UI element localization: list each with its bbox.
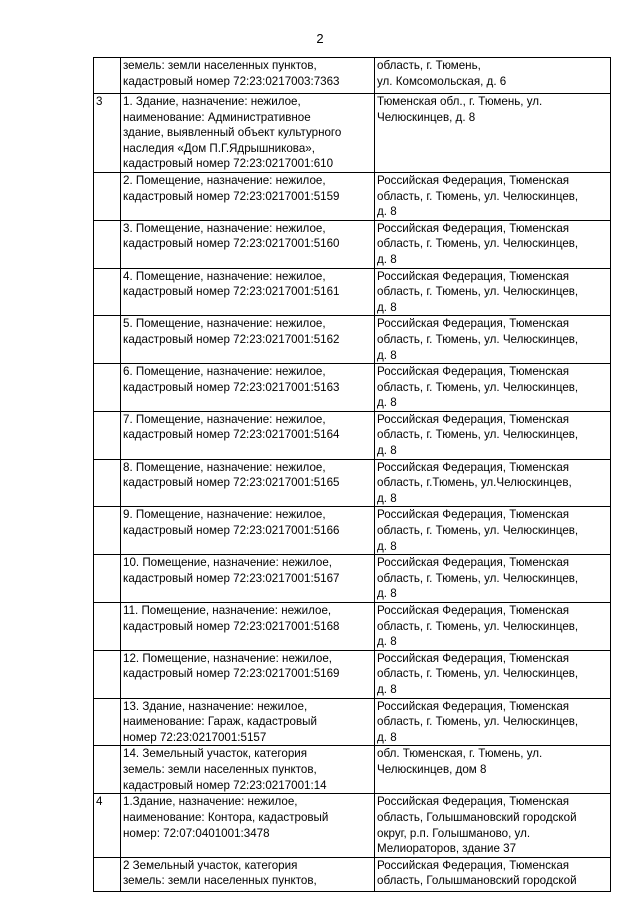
- object-description: 11. Помещение, назначение: нежилое, кадастровый номер 72:23:0217001:5168: [121, 603, 375, 651]
- table-row: [94, 94, 611, 173]
- object-description: 2 Земельный участок, категория земель: земли населенных пунктов,: [121, 857, 375, 891]
- object-description: земель: земли населенных пунктов, кадастровый номер 72:23:0217003:7363: [121, 58, 375, 94]
- object-description: 12. Помещение, назначение: нежилое, кадастровый номер 72:23:0217001:5169: [121, 650, 375, 698]
- page-number: 2: [316, 31, 324, 46]
- object-address: Российская Федерация, Тюменская область, г. Тюмень, ул. Челюскинцев, д. 8: [375, 411, 611, 459]
- row-number: [94, 364, 121, 412]
- row-number: [94, 172, 121, 220]
- table-row: [94, 698, 611, 746]
- row-number: [94, 459, 121, 507]
- object-description: 5. Помещение, назначение: нежилое, кадастровый номер 72:23:0217001:5162: [121, 316, 375, 364]
- table-row: [94, 268, 611, 316]
- table-row: [94, 58, 611, 94]
- table-row: [94, 507, 611, 555]
- row-number: [94, 411, 121, 459]
- row-number: [94, 316, 121, 364]
- row-number: [94, 507, 121, 555]
- object-address: Российская Федерация, Тюменская область, г. Тюмень, ул. Челюскинцев, д. 8: [375, 220, 611, 268]
- table-row: [94, 364, 611, 412]
- object-address: Российская Федерация, Тюменская область, г. Тюмень, ул. Челюскинцев, д. 8: [375, 316, 611, 364]
- table-row: [94, 746, 611, 794]
- object-address: Российская Федерация, Тюменская область, г. Тюмень, ул. Челюскинцев, д. 8: [375, 603, 611, 651]
- row-number: [94, 603, 121, 651]
- object-description: 8. Помещение, назначение: нежилое, кадастровый номер 72:23:0217001:5165: [121, 459, 375, 507]
- object-description: 9. Помещение, назначение: нежилое, кадастровый номер 72:23:0217001:5166: [121, 507, 375, 555]
- object-address: Российская Федерация, Тюменская область, Голышмановский городской округ, р.п. Голышманово, ул. Мелиораторов, здание 37: [375, 794, 611, 857]
- object-address: обл. Тюменская, г. Тюмень, ул. Челюскинцев, дом 8: [375, 746, 611, 794]
- object-address: Российская Федерация, Тюменская область, г. Тюмень, ул. Челюскинцев, д. 8: [375, 364, 611, 412]
- object-description: 1. Здание, назначение: нежилое, наименование: Административное здание, выявленный объект культурного наследия «Дом П.Г.Ядрышникова», кадастровый номер 72:23:0217001:610: [121, 94, 375, 173]
- row-number: [94, 698, 121, 746]
- table-row: [94, 603, 611, 651]
- table-row: [94, 650, 611, 698]
- table-row: [94, 794, 611, 857]
- object-address: Российская Федерация, Тюменская область, г. Тюмень, ул. Челюскинцев, д. 8: [375, 268, 611, 316]
- table-row: [94, 555, 611, 603]
- row-number: [94, 220, 121, 268]
- object-description: 6. Помещение, назначение: нежилое, кадастровый номер 72:23:0217001:5163: [121, 364, 375, 412]
- table-row: [94, 857, 611, 891]
- object-description: 13. Здание, назначение: нежилое, наименование: Гараж, кадастровый номер 72:23:0217001:5157: [121, 698, 375, 746]
- object-address: Российская Федерация, Тюменская область, г. Тюмень, ул. Челюскинцев, д. 8: [375, 172, 611, 220]
- table-row: [94, 220, 611, 268]
- object-description: 10. Помещение, назначение: нежилое, кадастровый номер 72:23:0217001:5167: [121, 555, 375, 603]
- row-number: [94, 58, 121, 94]
- row-number: 4: [94, 794, 121, 857]
- row-number: [94, 268, 121, 316]
- row-number: [94, 555, 121, 603]
- object-description: 4. Помещение, назначение: нежилое, кадастровый номер 72:23:0217001:5161: [121, 268, 375, 316]
- property-table: [93, 57, 611, 892]
- object-address: Российская Федерация, Тюменская область, г.Тюмень, ул.Челюскинцев, д. 8: [375, 459, 611, 507]
- object-address: Российская Федерация, Тюменская область, г. Тюмень, ул. Челюскинцев, д. 8: [375, 507, 611, 555]
- row-number: 3: [94, 94, 121, 173]
- object-address: область, г. Тюмень, ул. Комсомольская, д. 6: [375, 58, 611, 94]
- object-address: Российская Федерация, Тюменская область, г. Тюмень, ул. Челюскинцев, д. 8: [375, 650, 611, 698]
- row-number: [94, 650, 121, 698]
- table-row: [94, 172, 611, 220]
- row-number: [94, 857, 121, 891]
- object-address: Российская Федерация, Тюменская область, г. Тюмень, ул. Челюскинцев, д. 8: [375, 555, 611, 603]
- object-address: Тюменская обл., г. Тюмень, ул. Челюскинцев, д. 8: [375, 94, 611, 173]
- object-address: Российская Федерация, Тюменская область, Голышмановский городской: [375, 857, 611, 891]
- table-row: [94, 316, 611, 364]
- table-row: [94, 411, 611, 459]
- object-address: Российская Федерация, Тюменская область, г. Тюмень, ул. Челюскинцев, д. 8: [375, 698, 611, 746]
- object-description: 1.Здание, назначение: нежилое, наименование: Контора, кадастровый номер: 72:07:0401001:3478: [121, 794, 375, 857]
- object-description: 7. Помещение, назначение: нежилое, кадастровый номер 72:23:0217001:5164: [121, 411, 375, 459]
- object-description: 14. Земельный участок, категория земель: земли населенных пунктов, кадастровый номер 72:23:0217001:14: [121, 746, 375, 794]
- row-number: [94, 746, 121, 794]
- table-row: [94, 459, 611, 507]
- object-description: 2. Помещение, назначение: нежилое, кадастровый номер 72:23:0217001:5159: [121, 172, 375, 220]
- object-description: 3. Помещение, назначение: нежилое, кадастровый номер 72:23:0217001:5160: [121, 220, 375, 268]
